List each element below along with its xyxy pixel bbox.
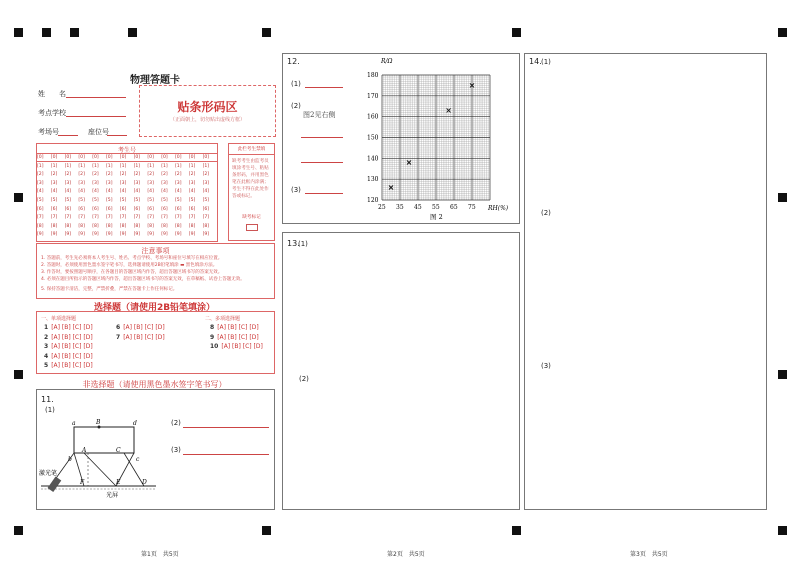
mc-options[interactable]: [A] [B] [C] [D] — [51, 343, 93, 350]
id-bubble[interactable]: [2] — [119, 172, 127, 178]
id-bubble[interactable]: [3] — [106, 180, 113, 186]
mc-question-row[interactable] — [210, 343, 263, 350]
id-bubble-grid[interactable] — [36, 153, 216, 239]
id-bubble[interactable]: [7] — [202, 215, 210, 221]
exam-no-label: 考场号 — [38, 128, 59, 136]
chart-grid — [382, 75, 490, 200]
q11-part2-line[interactable] — [183, 427, 269, 428]
diagram-label-a: a — [72, 420, 76, 427]
id-bubble[interactable]: [2] — [92, 172, 99, 178]
diagram-label-b: b — [68, 456, 72, 463]
school-field[interactable] — [66, 116, 126, 117]
mc-options[interactable]: [A] [B] [C] [D] — [51, 362, 93, 369]
id-bubble[interactable]: [1] — [133, 163, 141, 169]
mc-options[interactable]: [A] [B] [C] [D] — [51, 352, 93, 360]
id-bubble[interactable]: [0] — [106, 155, 113, 160]
school-label: 考点学校 — [38, 109, 66, 117]
id-bubble[interactable]: [2] — [37, 172, 44, 178]
id-bubble[interactable]: [9] — [119, 232, 127, 238]
mc-question-number: 9 — [210, 333, 215, 341]
q12-part1: (1) — [291, 80, 301, 88]
q14-box — [524, 53, 767, 510]
id-bubble[interactable]: [6] — [78, 206, 85, 212]
x-tick-label: 45 — [414, 204, 422, 211]
mc-question-number: 10 — [210, 343, 219, 350]
id-bubble[interactable]: [8] — [106, 223, 113, 229]
id-bubble[interactable]: [6] — [119, 206, 127, 212]
mc-question-row[interactable] — [210, 334, 259, 341]
id-bubble[interactable]: [5] — [92, 198, 99, 203]
id-bubble[interactable]: [4] — [37, 189, 44, 195]
mc-question-number: 4 — [44, 352, 49, 360]
id-bubble[interactable]: [5] — [37, 198, 44, 203]
id-box-title: 考生号 — [117, 147, 136, 154]
id-bubble[interactable]: [0] — [78, 155, 85, 160]
id-bubble[interactable]: [0] — [37, 155, 44, 160]
id-bubble[interactable]: [0] — [188, 155, 196, 160]
id-bubble[interactable]: [3] — [92, 180, 99, 186]
id-bubble[interactable]: [5] — [64, 198, 72, 203]
registration-mark — [70, 28, 79, 37]
q12-note: 图2见右侧 — [303, 111, 336, 119]
seat-no-label: 座位号 — [88, 128, 109, 136]
registration-mark — [778, 28, 787, 37]
y-tick-label: 180 — [367, 72, 379, 79]
id-bubble[interactable]: [7] — [188, 215, 196, 221]
x-tick-label: 55 — [432, 204, 440, 211]
q12-part1-line[interactable] — [305, 87, 343, 88]
mc-question-number: 2 — [44, 333, 49, 341]
absent-mark-label: 缺考标记 — [242, 215, 261, 220]
id-bubble[interactable]: [9] — [64, 232, 72, 238]
mc-options[interactable]: [A] [B] [C] [D] — [123, 324, 165, 331]
id-bubble[interactable]: [4] — [78, 189, 85, 195]
q13-number: 13. — [287, 239, 300, 248]
barcode-area — [139, 85, 276, 137]
id-bubble[interactable]: [6] — [50, 206, 58, 212]
id-bubble[interactable]: [1] — [50, 163, 58, 169]
id-bubble[interactable]: [6] — [92, 206, 99, 212]
id-bubble[interactable]: [6] — [133, 206, 141, 212]
id-bubble[interactable]: [1] — [106, 163, 113, 169]
page-footer-3: 第3页 共5页 — [630, 551, 668, 558]
id-bubble[interactable]: [1] — [37, 163, 44, 169]
id-bubble[interactable]: [3] — [133, 180, 141, 186]
id-bubble[interactable]: [6] — [64, 206, 72, 212]
q12-number: 12. — [287, 57, 300, 66]
q12-part3-line[interactable] — [305, 193, 343, 194]
mc-question-row[interactable] — [210, 324, 259, 331]
registration-mark — [14, 370, 23, 379]
mc-question-row[interactable] — [116, 334, 165, 341]
diagram-label-F: F — [80, 479, 85, 486]
diagram-label-D: D — [142, 479, 147, 486]
mc-question-row[interactable] — [44, 334, 93, 341]
registration-mark — [14, 526, 23, 535]
name-field[interactable] — [66, 97, 126, 98]
id-bubble[interactable]: [0] — [133, 155, 141, 160]
q12-answer-line[interactable] — [301, 137, 343, 138]
y-tick-label: 160 — [367, 113, 379, 121]
id-bubble[interactable]: [4] — [175, 189, 182, 195]
registration-mark — [262, 28, 271, 37]
q12-part3: (3) — [291, 186, 301, 194]
diagram-label-d: d — [133, 420, 137, 427]
mc-question-number: 3 — [44, 343, 49, 350]
y-tick-label: 170 — [367, 92, 379, 100]
id-bubble[interactable]: [5] — [106, 198, 113, 203]
diagram-label-E: E — [116, 479, 121, 486]
q13-part2: (2) — [299, 375, 309, 383]
id-bubble[interactable]: [6] — [188, 206, 196, 212]
id-bubble[interactable]: [1] — [119, 163, 127, 169]
id-bubble[interactable]: [9] — [202, 232, 210, 238]
id-bubble[interactable]: [1] — [147, 163, 154, 169]
notice-item: 1. 答题前，考生先必须将本人考生号、姓名、考点学校、考场号和座位号填写在相应位置。 — [41, 256, 223, 261]
id-bubble[interactable]: [1] — [78, 163, 85, 169]
diagram-label-screen: 光屏 — [106, 492, 119, 499]
exam-no-field[interactable] — [58, 135, 78, 136]
q11-number: 11. — [41, 395, 54, 404]
absent-text: 缺考考生由监考员填涂考生号、粘贴条形码，并用黑色笔在此框内涂满；考生不得在此处作答或标记。 — [232, 159, 269, 199]
absent-box — [228, 143, 275, 241]
id-bubble[interactable]: [3] — [119, 180, 127, 186]
diagram-label-C: C — [116, 447, 121, 454]
registration-mark — [128, 28, 137, 37]
id-bubble[interactable]: [0] — [64, 155, 72, 160]
mc-question-row[interactable] — [44, 362, 93, 369]
mc-question-row[interactable] — [44, 324, 93, 331]
notice-item: 2. 答题时，必须使用黑色墨水签字笔书写，选择题请使用2B铅笔填涂 ▬ 黑色填涂方法。 — [41, 263, 218, 268]
id-bubble[interactable]: [8] — [133, 223, 141, 229]
x-tick-label: 65 — [450, 204, 458, 211]
id-bubble[interactable]: [2] — [50, 172, 58, 178]
mc-question-number: 7 — [116, 333, 121, 341]
id-bubble[interactable]: [7] — [50, 215, 58, 221]
id-bubble[interactable]: [8] — [78, 223, 85, 229]
mc-question-row[interactable] — [44, 353, 93, 360]
id-bubble[interactable]: [2] — [78, 172, 85, 178]
id-bubble[interactable]: [1] — [161, 163, 168, 169]
id-bubble[interactable]: [5] — [119, 198, 127, 203]
registration-mark — [778, 526, 787, 535]
id-bubble[interactable]: [7] — [133, 215, 141, 221]
mc-question-row[interactable] — [116, 324, 165, 331]
id-bubble[interactable]: [9] — [106, 232, 113, 238]
id-bubble[interactable]: [5] — [175, 198, 182, 203]
id-bubble[interactable]: [2] — [175, 172, 182, 178]
id-bubble[interactable]: [4] — [147, 189, 154, 195]
id-bubble[interactable]: [7] — [175, 215, 182, 221]
registration-mark — [778, 193, 787, 202]
id-bubble[interactable]: [9] — [161, 232, 168, 238]
q11-part3-line[interactable] — [183, 454, 269, 455]
id-bubble[interactable]: [8] — [50, 223, 58, 229]
id-bubble[interactable]: [6] — [106, 206, 113, 212]
diagram-label-c: c — [136, 456, 140, 463]
id-bubble[interactable]: [5] — [133, 198, 141, 203]
q11-diagram — [36, 389, 176, 508]
notice-title: 注意事项 — [141, 247, 170, 255]
id-bubble[interactable]: [7] — [64, 215, 72, 221]
nonmc-title: 非选择题（请使用黑色墨水签字笔书写） — [82, 380, 227, 389]
id-bubble[interactable]: [3] — [50, 180, 58, 186]
id-bubble[interactable]: [0] — [92, 155, 99, 160]
id-bubble[interactable]: [2] — [188, 172, 196, 178]
notice-item: 3. 作答时，要按照题号顺序，在各题目的答题区域内作答，超出答题区域书写的答案无效。 — [41, 270, 223, 275]
diagram-label-laser: 激光笔 — [39, 470, 58, 477]
name-label: 姓 名 — [38, 90, 66, 98]
id-bubble[interactable]: [1] — [92, 163, 99, 169]
id-bubble[interactable]: [5] — [161, 198, 168, 203]
y-tick-label: 140 — [367, 155, 379, 163]
id-bubble[interactable]: [9] — [78, 232, 85, 238]
notice-item: 5. 保持答题卡清洁，完整，严禁折叠，严禁在答题卡上作任何标记。 — [41, 287, 178, 292]
mc-options[interactable]: [A] [B] [C] [D] — [221, 343, 263, 350]
barcode-subtitle: （正面朝上，切勿贴出虚线方框） — [169, 117, 245, 123]
id-bubble[interactable]: [3] — [78, 180, 85, 186]
id-bubble[interactable]: [0] — [161, 155, 168, 160]
q14-part1: (1) — [541, 58, 551, 66]
id-bubble[interactable]: [7] — [92, 215, 99, 221]
id-bubble[interactable]: [6] — [37, 206, 44, 212]
q12-chart — [360, 55, 518, 221]
page-footer-1: 第1页 共5页 — [141, 551, 179, 558]
id-bubble[interactable]: [7] — [119, 215, 127, 221]
id-bubble[interactable]: [6] — [202, 206, 210, 212]
id-bubble[interactable]: [8] — [64, 223, 72, 229]
id-bubble[interactable]: [1] — [64, 163, 72, 169]
q11-part2: (2) — [171, 419, 181, 427]
diagram-label-B: B — [96, 419, 101, 426]
mc-multi-label: 二、多项选择题 — [205, 316, 241, 322]
chart-figure-label: 图 2 — [430, 213, 443, 221]
id-bubble[interactable]: [9] — [188, 232, 196, 238]
id-bubble[interactable]: [3] — [161, 180, 168, 186]
q14-part3: (3) — [541, 362, 551, 370]
id-bubble[interactable]: [8] — [147, 223, 154, 229]
id-bubble[interactable]: [4] — [119, 189, 127, 195]
id-bubble[interactable]: [9] — [147, 232, 154, 238]
absent-mark-box[interactable] — [246, 224, 258, 231]
mc-options[interactable]: [A] [B] [C] [D] — [217, 333, 259, 341]
id-bubble[interactable]: [8] — [202, 223, 210, 229]
id-bubble[interactable]: [9] — [175, 232, 182, 238]
id-bubble[interactable]: [4] — [64, 189, 72, 195]
id-bubble[interactable]: [2] — [64, 172, 72, 178]
id-bubble[interactable]: [7] — [78, 215, 85, 221]
q11-part1: (1) — [45, 406, 55, 414]
id-bubble[interactable]: [4] — [161, 189, 168, 195]
q14-number: 14. — [529, 57, 542, 66]
id-bubble[interactable]: [6] — [161, 206, 168, 212]
registration-mark — [14, 28, 23, 37]
mc-question-number: 5 — [44, 362, 49, 369]
x-tick-label: 35 — [396, 204, 404, 211]
id-bubble[interactable]: [6] — [147, 206, 154, 212]
id-bubble[interactable]: [3] — [175, 180, 182, 186]
id-bubble[interactable]: [4] — [188, 189, 196, 195]
x-tick-label: 25 — [378, 204, 386, 211]
id-bubble[interactable]: [8] — [37, 223, 44, 229]
y-tick-label: 130 — [367, 176, 379, 184]
id-bubble[interactable]: [2] — [133, 172, 141, 178]
q12-part2: (2) — [291, 102, 301, 110]
y-tick-label: 150 — [367, 134, 379, 142]
id-bubble[interactable]: [0] — [50, 155, 58, 160]
id-bubble[interactable]: [5] — [50, 198, 58, 203]
page-footer-2: 第2页 共5页 — [387, 551, 425, 558]
seat-no-field[interactable] — [107, 135, 127, 136]
registration-mark — [262, 526, 271, 535]
mc-options[interactable]: [A] [B] [C] [D] — [217, 324, 259, 331]
chart-ylabel: R/Ω — [381, 58, 393, 65]
mc-question-number: 8 — [210, 324, 215, 331]
notice-box — [36, 243, 275, 299]
id-bubble[interactable]: [8] — [92, 223, 99, 229]
q11-part3: (3) — [171, 446, 181, 454]
absent-title: 此栏考生禁填 — [229, 146, 274, 155]
id-bubble[interactable]: [8] — [161, 223, 168, 229]
id-bubble[interactable]: [0] — [175, 155, 182, 160]
id-bubble[interactable]: [1] — [175, 163, 182, 169]
chart-xlabel: RH(%) — [488, 205, 509, 212]
id-bubble[interactable]: [9] — [133, 232, 141, 238]
diagram-label-A: A — [82, 447, 87, 454]
id-bubble[interactable]: [0] — [202, 155, 210, 160]
id-bubble[interactable]: [7] — [106, 215, 113, 221]
registration-mark — [512, 28, 521, 37]
mc-title: 选择题（请使用2B铅笔填涂） — [93, 303, 216, 313]
id-bubble[interactable]: [6] — [175, 206, 182, 212]
mc-question-number: 6 — [116, 324, 121, 331]
page-title: 物理答题卡 — [130, 75, 180, 86]
x-tick-label: 75 — [468, 204, 476, 211]
id-bubble[interactable]: [7] — [147, 215, 154, 221]
id-bubble[interactable]: [9] — [92, 232, 99, 238]
registration-mark — [42, 28, 51, 37]
id-bubble[interactable]: [0] — [147, 155, 154, 160]
id-bubble[interactable]: [5] — [202, 198, 210, 203]
id-bubble[interactable]: [2] — [161, 172, 168, 178]
id-bubble[interactable]: [2] — [147, 172, 154, 178]
id-bubble[interactable]: [4] — [133, 189, 141, 195]
id-bubble[interactable]: [9] — [50, 232, 58, 238]
id-bubble[interactable]: [4] — [50, 189, 58, 195]
mc-single-label: 一、单项选择题 — [41, 316, 77, 322]
id-bubble[interactable]: [1] — [188, 163, 196, 169]
id-bubble[interactable]: [4] — [92, 189, 99, 195]
id-bubble[interactable]: [3] — [147, 180, 154, 186]
id-bubble[interactable]: [5] — [188, 198, 196, 203]
id-bubble[interactable]: [7] — [37, 215, 44, 221]
y-tick-label: 120 — [367, 197, 379, 204]
q14-part2: (2) — [541, 209, 551, 217]
mc-question-number: 1 — [44, 324, 49, 331]
id-bubble[interactable]: [4] — [202, 189, 210, 195]
registration-mark — [14, 193, 23, 202]
registration-mark — [778, 370, 787, 379]
id-bubble[interactable]: [5] — [147, 198, 154, 203]
id-bubble[interactable]: [7] — [161, 215, 168, 221]
id-bubble[interactable]: [3] — [64, 180, 72, 186]
id-bubble[interactable]: [4] — [106, 189, 113, 195]
id-bubble[interactable]: [1] — [202, 163, 210, 169]
id-bubble[interactable]: [3] — [188, 180, 196, 186]
mc-options[interactable]: [A] [B] [C] [D] — [51, 333, 93, 341]
id-bubble[interactable]: [8] — [175, 223, 182, 229]
id-bubble[interactable]: [3] — [202, 180, 210, 186]
mc-question-row[interactable] — [44, 343, 93, 350]
id-bubble[interactable]: [8] — [119, 223, 127, 229]
mc-options[interactable]: [A] [B] [C] [D] — [51, 324, 93, 331]
mc-options[interactable]: [A] [B] [C] [D] — [123, 333, 165, 341]
q13-box — [282, 232, 520, 510]
q13-part1: (1) — [298, 240, 308, 248]
id-bubble[interactable]: [0] — [119, 155, 127, 160]
id-bubble[interactable]: [8] — [188, 223, 196, 229]
registration-mark — [512, 526, 521, 535]
id-bubble[interactable]: [5] — [78, 198, 85, 203]
id-bubble[interactable]: [2] — [106, 172, 113, 178]
q12-answer-line[interactable] — [301, 162, 343, 163]
notice-item: 4. 必须在题目所指示的答题区域内作答，超出答题区域书写的答案无效，在草稿纸、试卷上答题无效。 — [41, 277, 245, 282]
id-bubble[interactable]: [2] — [202, 172, 210, 178]
id-bubble[interactable]: [3] — [37, 180, 44, 186]
barcode-title: 贴条形码区 — [177, 100, 238, 114]
id-bubble[interactable]: [9] — [37, 232, 44, 238]
